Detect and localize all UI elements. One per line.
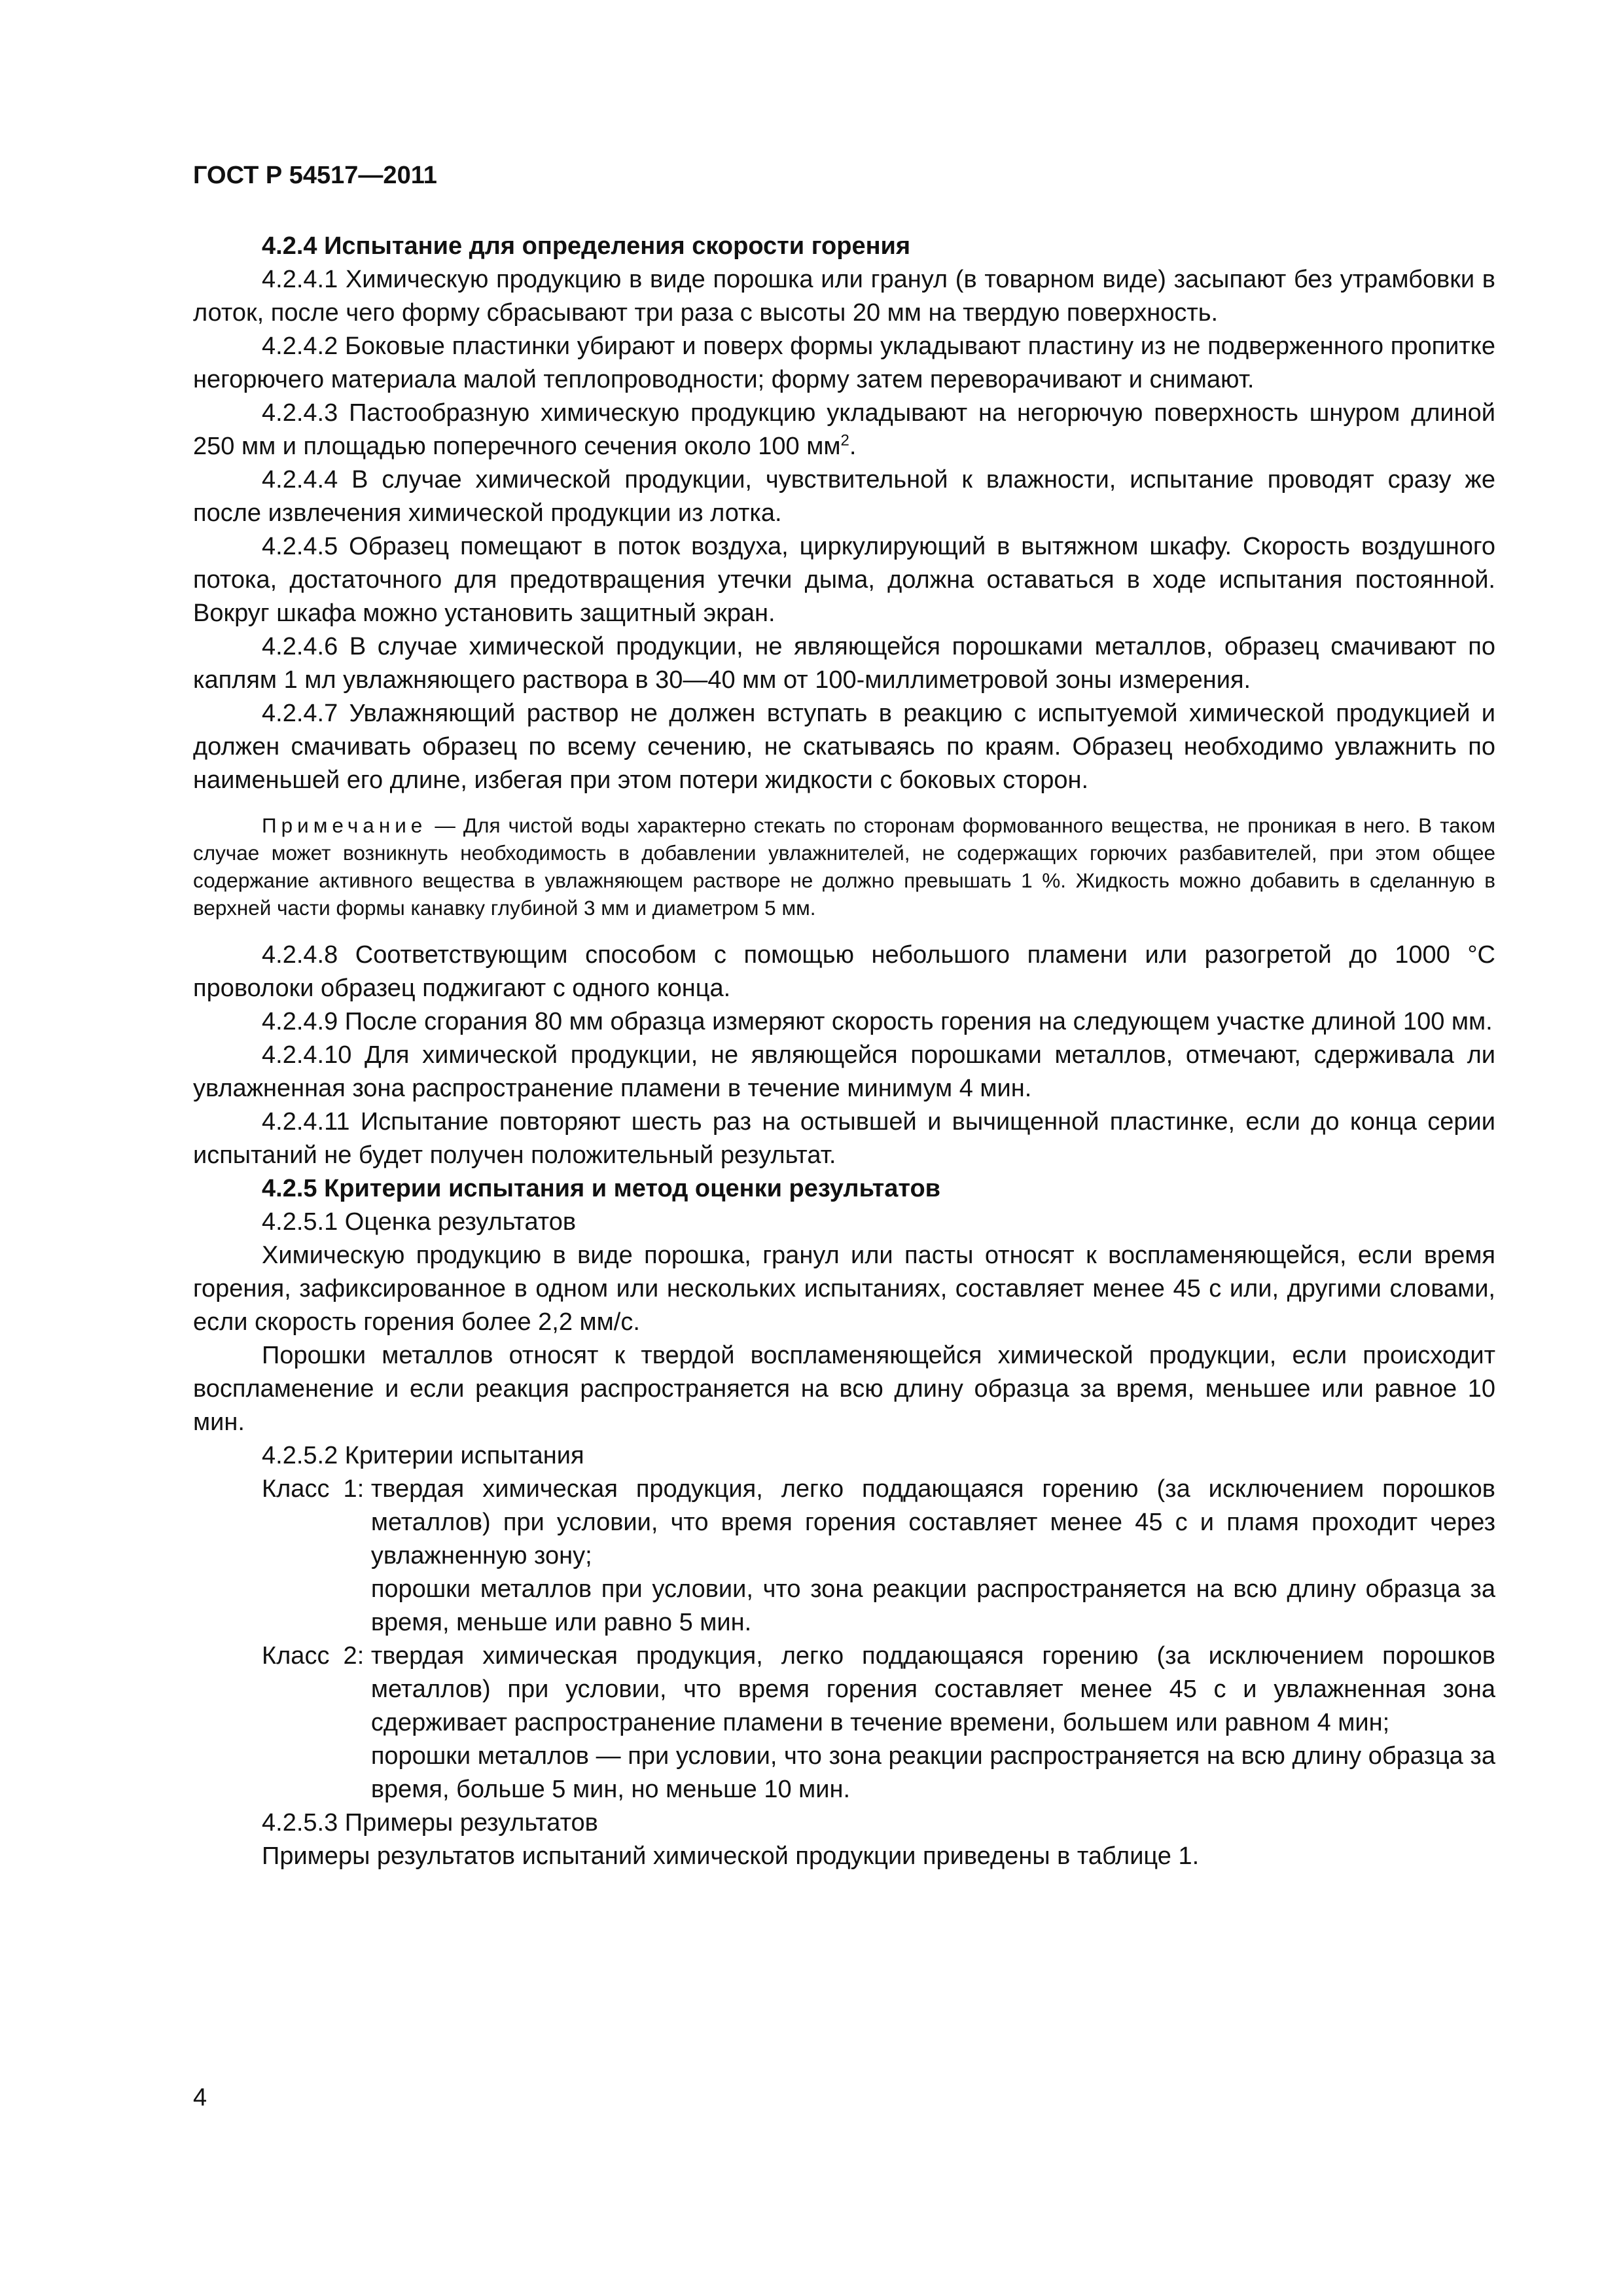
paragraph-4-2-4-8: 4.2.4.8 Соответствующим способом с помощью небольшого пламени или разогретой до 1000 °С проволоки образец поджигают с одного конца. bbox=[193, 941, 1495, 1002]
class-2-metals-text: порошки металлов — при условии, что зона реакции распространяется на всю длину образца за время, больше 5 мин, но меньше 10 мин. bbox=[370, 1742, 1495, 1803]
class-1-text: твердая химическая продукция, легко поддающаяся горению (за исключением порошков металлов) при условии, что время горения составляет менее 45 с и пламя проходит через увлажненную зону; bbox=[370, 1475, 1495, 1570]
section-4-2-4-title: 4.2.4 Испытание для определения скорости горения bbox=[262, 232, 911, 260]
paragraph-4-2-4-3-end: . bbox=[849, 433, 857, 460]
paragraph-4-2-4-3 bbox=[193, 397, 1495, 463]
class-2-text: твердая химическая продукция, легко поддающаяся горению (за исключением порошков металлов) при условии, что время горения составляет менее 45 с и увлажненная зона сдерживает распространение пламени в течение времени, большем или равном 4 мин; bbox=[370, 1642, 1495, 1736]
paragraph-4-2-4-5: 4.2.4.5 Образец помещают в поток воздуха, циркулирующий в вытяжном шкафу. Скорость воздушного потока, достаточного для предотвращения утечки дыма, должна оставаться в ходе испытания постоянной. Вокруг шкафа можно установить защитный экран. bbox=[193, 533, 1495, 627]
document-page bbox=[193, 160, 1495, 1873]
class-1-body bbox=[371, 1473, 1495, 1640]
paragraph-4-2-4-7: 4.2.4.7 Увлажняющий раствор не должен вступать в реакцию с испытуемой химической продукцией и должен смачивать образец по всему сечению, не скатываясь по краям. Образец необходимо увлажнить по наименьшей его длине, избегая при этом потери жидкости с боковых сторон. bbox=[193, 700, 1495, 794]
paragraph-4-2-4-2: 4.2.4.2 Боковые пластинки убирают и поверх формы укладывают пластину из не подверженного пропитке негорючего материала малой теплопроводности; форму затем переворачивают и снимают. bbox=[193, 332, 1495, 393]
note-text: — Для чистой воды характерно стекать по сторонам формованного вещества, не проникая в него. В таком случае может возникнуть необходимость в добавлении увлажнителей, не содержащих горючих разбавителей, при этом общее содержание активного вещества в увлажняющем растворе не должно превышать 1 %. Жидкость можно добавить в сделанную в верхней части формы канавку глубиной 3 мм и диаметром 5 мм. bbox=[193, 814, 1495, 920]
page-number: 4 bbox=[193, 2084, 207, 2111]
class-2-label: Класс 2: bbox=[262, 1642, 371, 1670]
document-header: ГОСТ Р 54517—2011 bbox=[193, 162, 437, 189]
class-2-body bbox=[371, 1640, 1495, 1806]
note-label: Примечание bbox=[262, 814, 427, 837]
class-criteria-list bbox=[262, 1473, 1495, 1806]
paragraph-4-2-4-9: 4.2.4.9 После сгорания 80 мм образца измеряют скорость горения на следующем участке длиной 100 мм. bbox=[262, 1008, 1493, 1035]
paragraph-4-2-4-4: 4.2.4.4 В случае химической продукции, чувствительной к влажности, испытание проводят сразу же после извлечения химической продукции из лотка. bbox=[193, 466, 1495, 527]
class-1-label: Класс 1: bbox=[262, 1475, 371, 1503]
subsection-4-2-5-3-title: 4.2.5.3 Примеры результатов bbox=[262, 1809, 598, 1837]
paragraph-evaluation-1: Химическую продукцию в виде порошка, гранул или пасты относят к воспламеняющейся, если время горения, зафиксированное в одном или нескольких испытаниях, составляет менее 45 с или, другими словами, если скорость горения более 2,2 мм/с. bbox=[193, 1242, 1495, 1336]
paragraph-4-2-4-3-text: 4.2.4.3 Пастообразную химическую продукцию укладывают на негорючую поверхность шнуром длиной 250 мм и площадью поперечного сечения около 100 мм bbox=[193, 399, 1495, 460]
paragraph-evaluation-2: Порошки металлов относят к твердой воспламеняющейся химической продукции, если происходит воспламенение и если реакция распространяется на всю длину образца за время, меньшее или равное 10 мин. bbox=[193, 1342, 1495, 1436]
paragraph-4-2-4-11: 4.2.4.11 Испытание повторяют шесть раз на остывшей и вычищенной пластинке, если до конца серии испытаний не будет получен положительный результат. bbox=[193, 1108, 1495, 1169]
paragraph-4-2-4-6: 4.2.4.6 В случае химической продукции, не являющейся порошками металлов, образец смачивают по каплям 1 мл увлажняющего раствора в 30—40 мм от 100-миллиметровой зоны измерения. bbox=[193, 633, 1495, 694]
note bbox=[193, 812, 1495, 922]
subsection-4-2-5-2-title: 4.2.5.2 Критерии испытания bbox=[262, 1442, 584, 1469]
paragraph-4-2-4-10: 4.2.4.10 Для химической продукции, не являющейся порошками металлов, отмечают, сдерживала ли увлажненная зона распространение пламени в течение минимум 4 мин. bbox=[193, 1041, 1495, 1102]
subsection-4-2-5-1-title: 4.2.5.1 Оценка результатов bbox=[262, 1208, 577, 1236]
section-4-2-5-title: 4.2.5 Критерии испытания и метод оценки результатов bbox=[262, 1175, 941, 1202]
class-1-metals-text: порошки металлов при условии, что зона реакции распространяется на всю длину образца за время, меньше или равно 5 мин. bbox=[370, 1575, 1495, 1636]
paragraph-examples: Примеры результатов испытаний химической продукции приведены в таблице 1. bbox=[262, 1842, 1200, 1870]
superscript-2: 2 bbox=[840, 431, 849, 450]
paragraph-4-2-4-1: 4.2.4.1 Химическую продукцию в виде порошка или гранул (в товарном виде) засыпают без утрамбовки в лоток, после чего форму сбрасывают три раза с высоты 20 мм на твердую поверхность. bbox=[193, 266, 1495, 327]
